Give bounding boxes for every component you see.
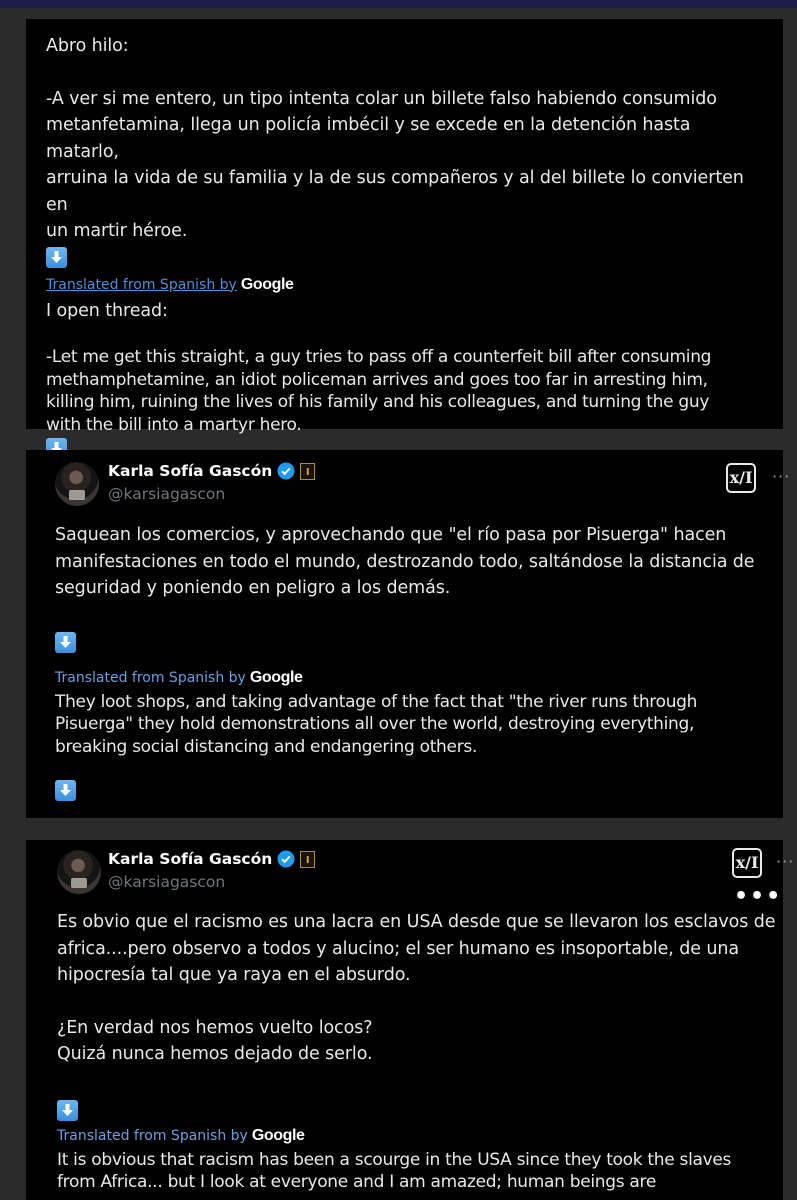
down-arrow-icon	[55, 632, 76, 653]
translation-attribution[interactable]	[57, 1127, 783, 1149]
translation-line: from Africa... but I look at everyone and I am amazed; human beings are	[57, 1172, 657, 1192]
original-line: un martir héroe.	[46, 221, 188, 241]
display-name-text[interactable]: Karla Sofía Gascón	[108, 850, 273, 868]
translation-attribution[interactable]	[55, 669, 783, 691]
translation-line: It is obvious that racism has been a scourge in the USA since they took the slaves	[57, 1149, 732, 1170]
original-line: Abro hilo:	[46, 36, 129, 56]
original-line: -A ver si me entero, un tipo intenta colar un billete falso habiendo consumido	[46, 88, 717, 109]
more-options-icon[interactable]: ···	[776, 852, 795, 871]
google-logo: Google	[240, 275, 294, 293]
translated-link[interactable]: Translated from Spanish by	[46, 276, 237, 293]
translation-line: I open thread:	[46, 300, 168, 321]
translation-line: methamphetamine, an idiot policeman arrives and goes too far in arresting him,	[46, 369, 708, 390]
original-line: seguridad y poniendo en peligro a los demás.	[55, 578, 451, 598]
google-logo: Google	[251, 1126, 305, 1144]
original-line: metanfetamina, llega un policía imbécil y se excede en la detención hasta matarlo,	[46, 115, 696, 162]
verified-badge-icon	[277, 850, 295, 868]
grok-button[interactable]: x/I	[726, 463, 756, 493]
display-name[interactable]	[108, 850, 315, 868]
original-line: arruina la vida de su familia y la de sus compañeros y al del billete lo convierten en	[46, 168, 750, 215]
original-line: ¿En verdad nos hemos vuelto locos?	[57, 1017, 373, 1038]
avatar[interactable]	[57, 850, 101, 894]
user-handle[interactable]: @karsiagascon	[108, 485, 226, 503]
translation-line: with the bill into a martyr hero.	[46, 414, 302, 435]
translation-line: breaking social distancing and endangering others.	[55, 736, 478, 757]
thread-card	[26, 19, 783, 435]
blank-line	[57, 989, 783, 1015]
more-options-icon[interactable]: ···	[772, 467, 791, 486]
translation-line: killing him, ruining the lives of his family and his colleagues, and turning the guy	[46, 392, 710, 412]
translated-link[interactable]: Translated from Spanish by	[57, 1127, 248, 1144]
affiliate-badge-icon: I	[300, 851, 315, 868]
original-line: africa....pero observo a todos y alucino; el ser humano es insoportable, de una	[57, 938, 739, 959]
translated-link[interactable]: Translated from Spanish by	[55, 669, 246, 686]
top-bar	[0, 0, 797, 8]
original-line: Quizá nunca hemos dejado de serlo.	[57, 1044, 373, 1064]
post-card[interactable]	[26, 450, 791, 818]
avatar[interactable]	[55, 462, 99, 506]
post-card[interactable]	[26, 840, 795, 1200]
affiliate-badge-icon: I	[300, 463, 315, 480]
verified-badge-icon	[277, 462, 295, 480]
more-options-icon[interactable]: •••	[734, 884, 783, 909]
translation-line: Pisuerga" they hold demonstrations all over the world, destroying everything,	[55, 714, 695, 734]
translation-line: -Let me get this straight, a guy tries to pass off a counterfeit bill after consuming	[46, 347, 712, 367]
grok-button[interactable]: x/I	[732, 848, 762, 878]
display-name-text[interactable]: Karla Sofía Gascón	[108, 462, 273, 480]
blank-line	[46, 60, 763, 86]
original-line: Es obvio que el racismo es una lacra en USA desde que se llevaron los esclavos de	[57, 912, 776, 932]
down-arrow-icon	[57, 1100, 78, 1121]
original-line: Saquean los comercios, y aprovechando que "el río pasa por Pisuerga" hacen	[55, 525, 727, 545]
down-arrow-icon	[55, 780, 76, 801]
post-header	[57, 840, 795, 909]
user-handle[interactable]: @karsiagascon	[108, 873, 226, 891]
google-logo: Google	[249, 668, 303, 686]
original-line: manifestaciones en todo el mundo, destrozando todo, saltándose la distancia de	[55, 551, 755, 572]
translation-line: They loot shops, and taking advantage of the fact that "the river runs through	[55, 691, 698, 712]
translation-attribution[interactable]	[46, 276, 763, 298]
display-name[interactable]	[108, 462, 315, 480]
down-arrow-icon	[46, 247, 67, 268]
original-line: hipocresía tal que ya raya en el absurdo.	[57, 965, 411, 985]
blank-line	[46, 324, 763, 346]
post-header	[55, 450, 791, 510]
